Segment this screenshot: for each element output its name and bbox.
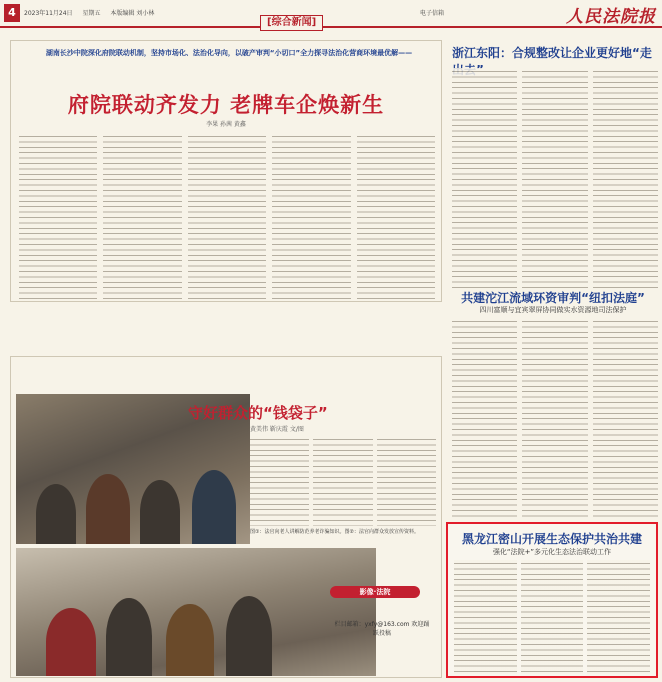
- text-column: [250, 436, 309, 526]
- photo-article-title: 守好群众的“钱袋子”: [188, 404, 328, 422]
- text-column: [313, 436, 372, 526]
- text-column: [272, 133, 350, 299]
- text-column: [452, 318, 517, 518]
- main-article: [10, 40, 442, 302]
- text-column: [188, 133, 266, 299]
- text-column: [521, 560, 584, 674]
- date-line: [24, 8, 162, 17]
- highlighted-article-title: 黑龙江密山开展生态保护共治共建: [461, 532, 642, 546]
- editor: 本版编辑 刘小林: [110, 10, 155, 17]
- page-number: 4: [4, 4, 20, 22]
- text-column: [454, 560, 517, 674]
- photo-caption: 图①：法官向老人讲解防范养老诈骗知识。图②：法官向群众发放宣传资料。: [250, 529, 419, 535]
- text-column: [452, 68, 517, 288]
- highlighted-article-body: [454, 560, 650, 674]
- contribution-note: 栏目邮箱：yxfy@163.com 欢迎踊跃投稿: [334, 621, 430, 637]
- text-column: [377, 436, 436, 526]
- weekday: 星期五: [82, 10, 101, 17]
- right-top-article-title: 浙江东阳：合规整改让企业更好地“走: [452, 46, 652, 60]
- main-article-title: 府院联动齐发力 老牌车企焕新生: [67, 93, 385, 117]
- main-article-intro: 湖南长沙中院深化府院联动机制，坚持市场化、法治化导向，以破产审判“小切口”全力探寻法治化营商环境最优解——: [45, 49, 413, 57]
- right-mid-article-subtitle: 四川富顺与宜宾翠屏协同做实水资源地司法保护: [479, 306, 627, 314]
- highlighted-article[interactable]: [446, 522, 658, 678]
- section-label: [综合新闻]: [260, 15, 323, 31]
- page-header: [0, 0, 662, 28]
- highlighted-article-subtitle: 强化“法院+”多元化生态法治联动工作: [492, 548, 612, 556]
- text-column: [522, 68, 587, 288]
- masthead-logo: 人民法院报: [566, 7, 656, 27]
- text-column: [19, 133, 97, 299]
- date: 2023年11月24日: [24, 10, 73, 17]
- text-column: [593, 68, 658, 288]
- text-column: [593, 318, 658, 518]
- right-mid-article-body: [452, 318, 658, 518]
- text-column: [587, 560, 650, 674]
- text-column: [103, 133, 181, 299]
- email-label: 电子信箱: [420, 10, 445, 17]
- photo-article-byline: 黄美伟 靳庆霞 文/图: [250, 426, 304, 433]
- column-label: 影像·法院: [330, 586, 420, 598]
- text-column: [357, 133, 435, 299]
- photo-article-body: [250, 436, 436, 526]
- main-article-body: [19, 133, 435, 299]
- news-photo-2: [16, 548, 376, 676]
- text-column: [522, 318, 587, 518]
- main-article-byline: 李果 孙茜 黄鑫: [206, 121, 246, 128]
- right-top-article-body: [452, 68, 658, 288]
- right-mid-article-title: 共建沱江流域环资审判“纽扣法庭”: [461, 291, 645, 305]
